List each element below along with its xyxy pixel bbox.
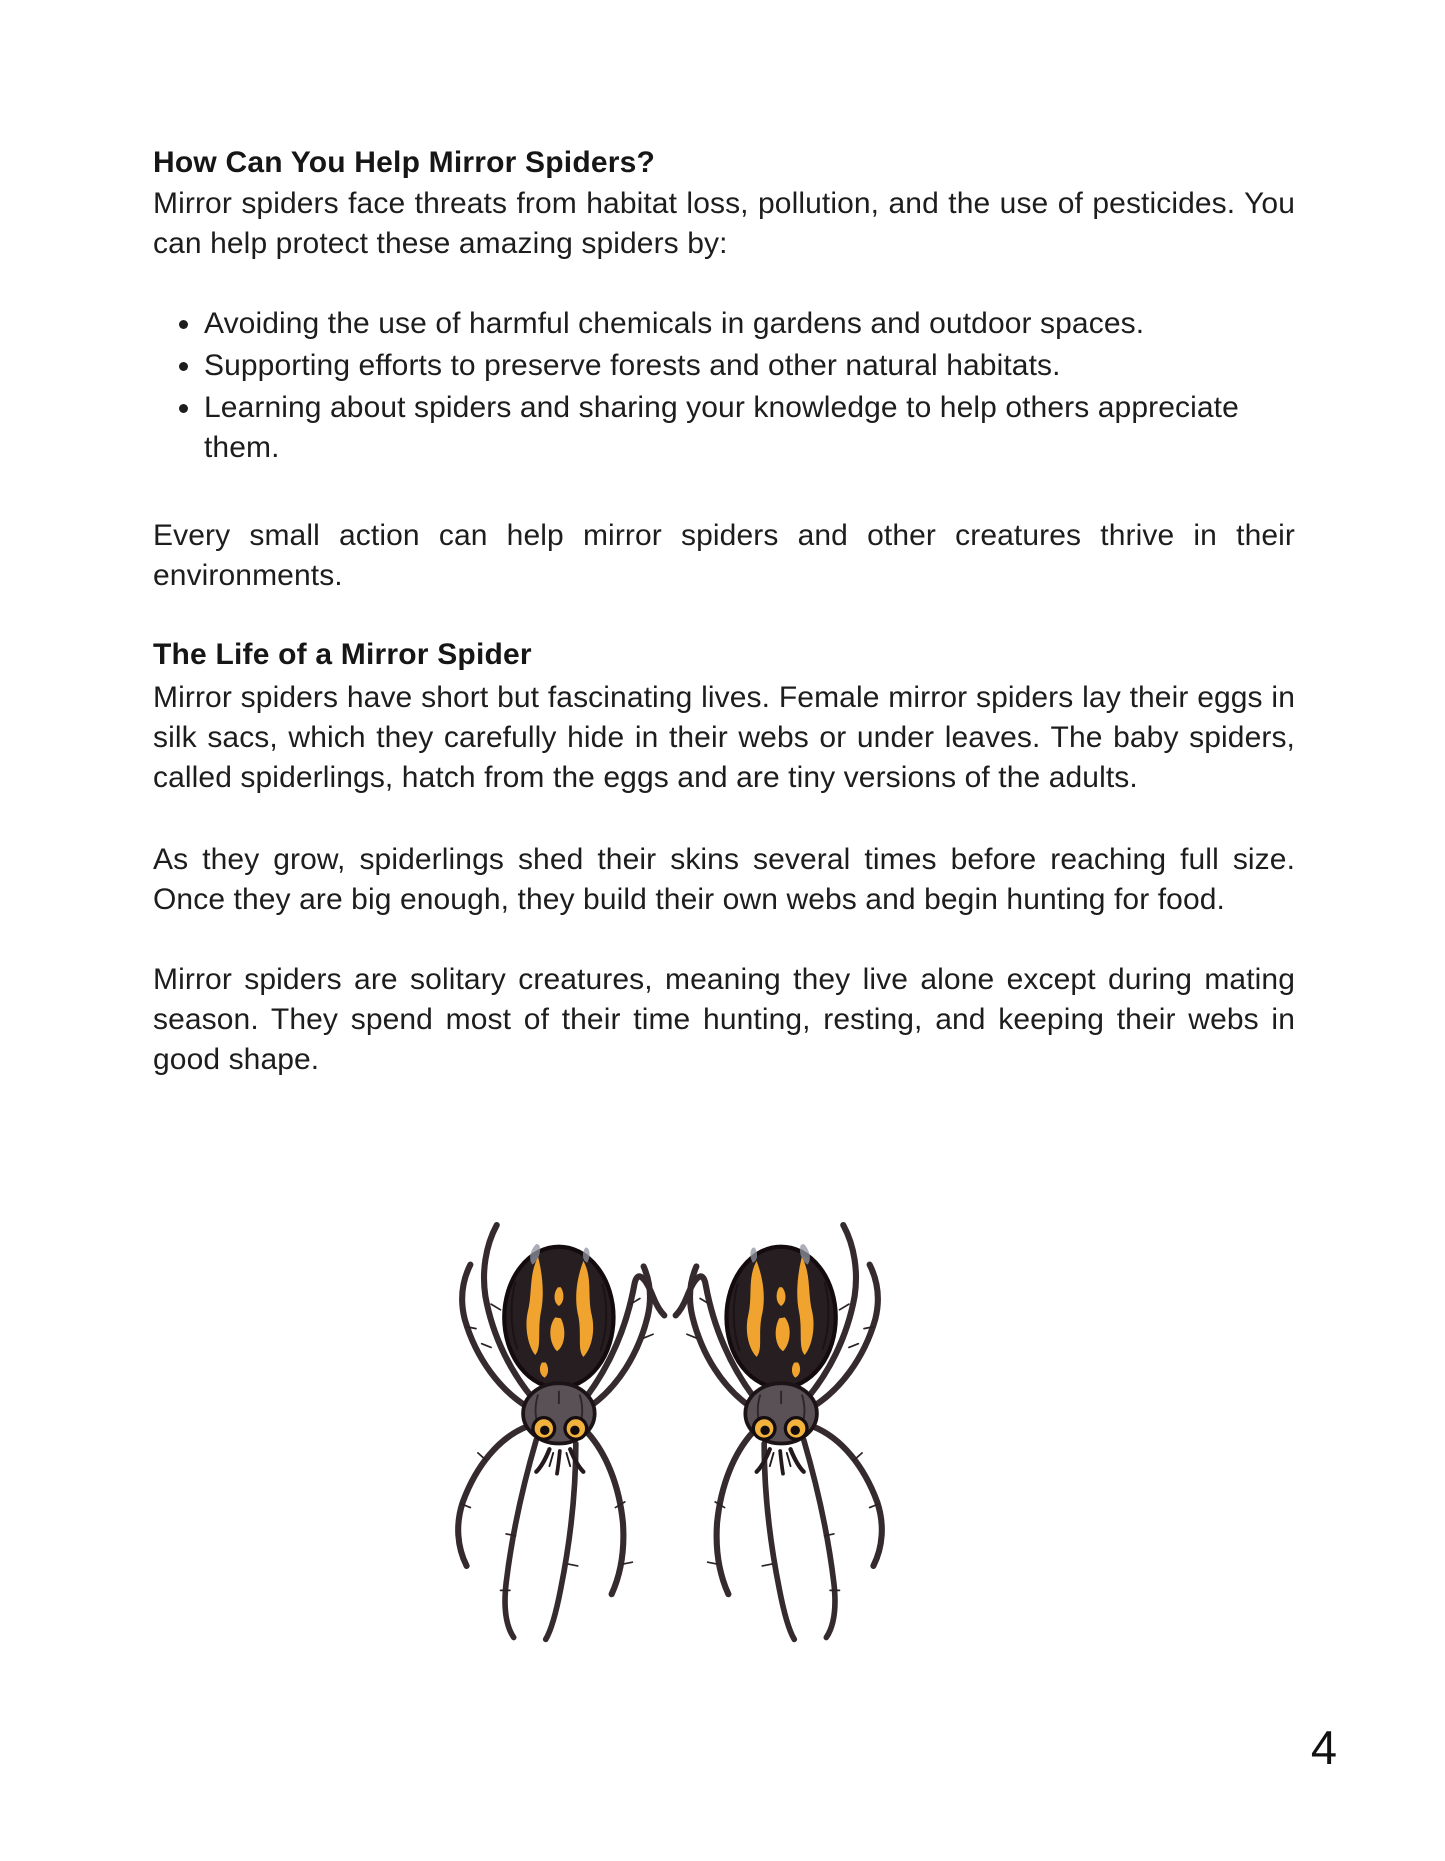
bullet-dot-icon — [179, 320, 188, 329]
spider-right — [676, 1225, 882, 1639]
bullet-text: Supporting efforts to preserve forests and other natural habitats. — [204, 349, 1061, 382]
bullet-item — [153, 388, 1261, 468]
paragraph-threats-intro: Mirror spiders face threats from habitat loss, pollution, and the use of pesticides. You can help protect these amazing spiders by: — [153, 187, 1295, 260]
mirror-spiders-illustration — [444, 1206, 896, 1649]
bullet-dot-icon — [179, 362, 188, 371]
paragraph-solitary: Mirror spiders are solitary creatures, meaning they live alone except during mating season. They spend most of their time hunting, resting, and keeping their webs in good shape. — [153, 963, 1295, 1076]
heading-how-to-help: How Can You Help Mirror Spiders? — [153, 146, 656, 179]
text-column — [153, 0, 1295, 1080]
bullet-item — [153, 346, 1261, 386]
bullet-item — [153, 304, 1261, 344]
bullet-text: Learning about spiders and sharing your knowledge to help others appreciate them. — [204, 391, 1239, 464]
spider-left — [458, 1225, 664, 1639]
help-bullet-list — [153, 304, 1295, 468]
bullet-text: Avoiding the use of harmful chemicals in gardens and outdoor spaces. — [204, 307, 1145, 340]
page-number: 4 — [1310, 1721, 1337, 1774]
paragraph-life-cycle: Mirror spiders have short but fascinating lives. Female mirror spiders lay their eggs in silk sacs, which they carefully hide in their webs or under leaves. The baby spiders, called spiderlings, hatch from the eggs and are tiny versions of the adults. — [153, 681, 1295, 794]
paragraph-every-small-action: Every small action can help mirror spiders and other creatures thrive in their environments. — [153, 519, 1295, 592]
bullet-dot-icon — [179, 404, 188, 413]
paragraph-spiderlings-grow: As they grow, spiderlings shed their skins several times before reaching full size. Once they are big enough, they build their own webs and begin hunting for food. — [153, 843, 1295, 916]
heading-life-of-mirror-spider: The Life of a Mirror Spider — [153, 638, 532, 671]
